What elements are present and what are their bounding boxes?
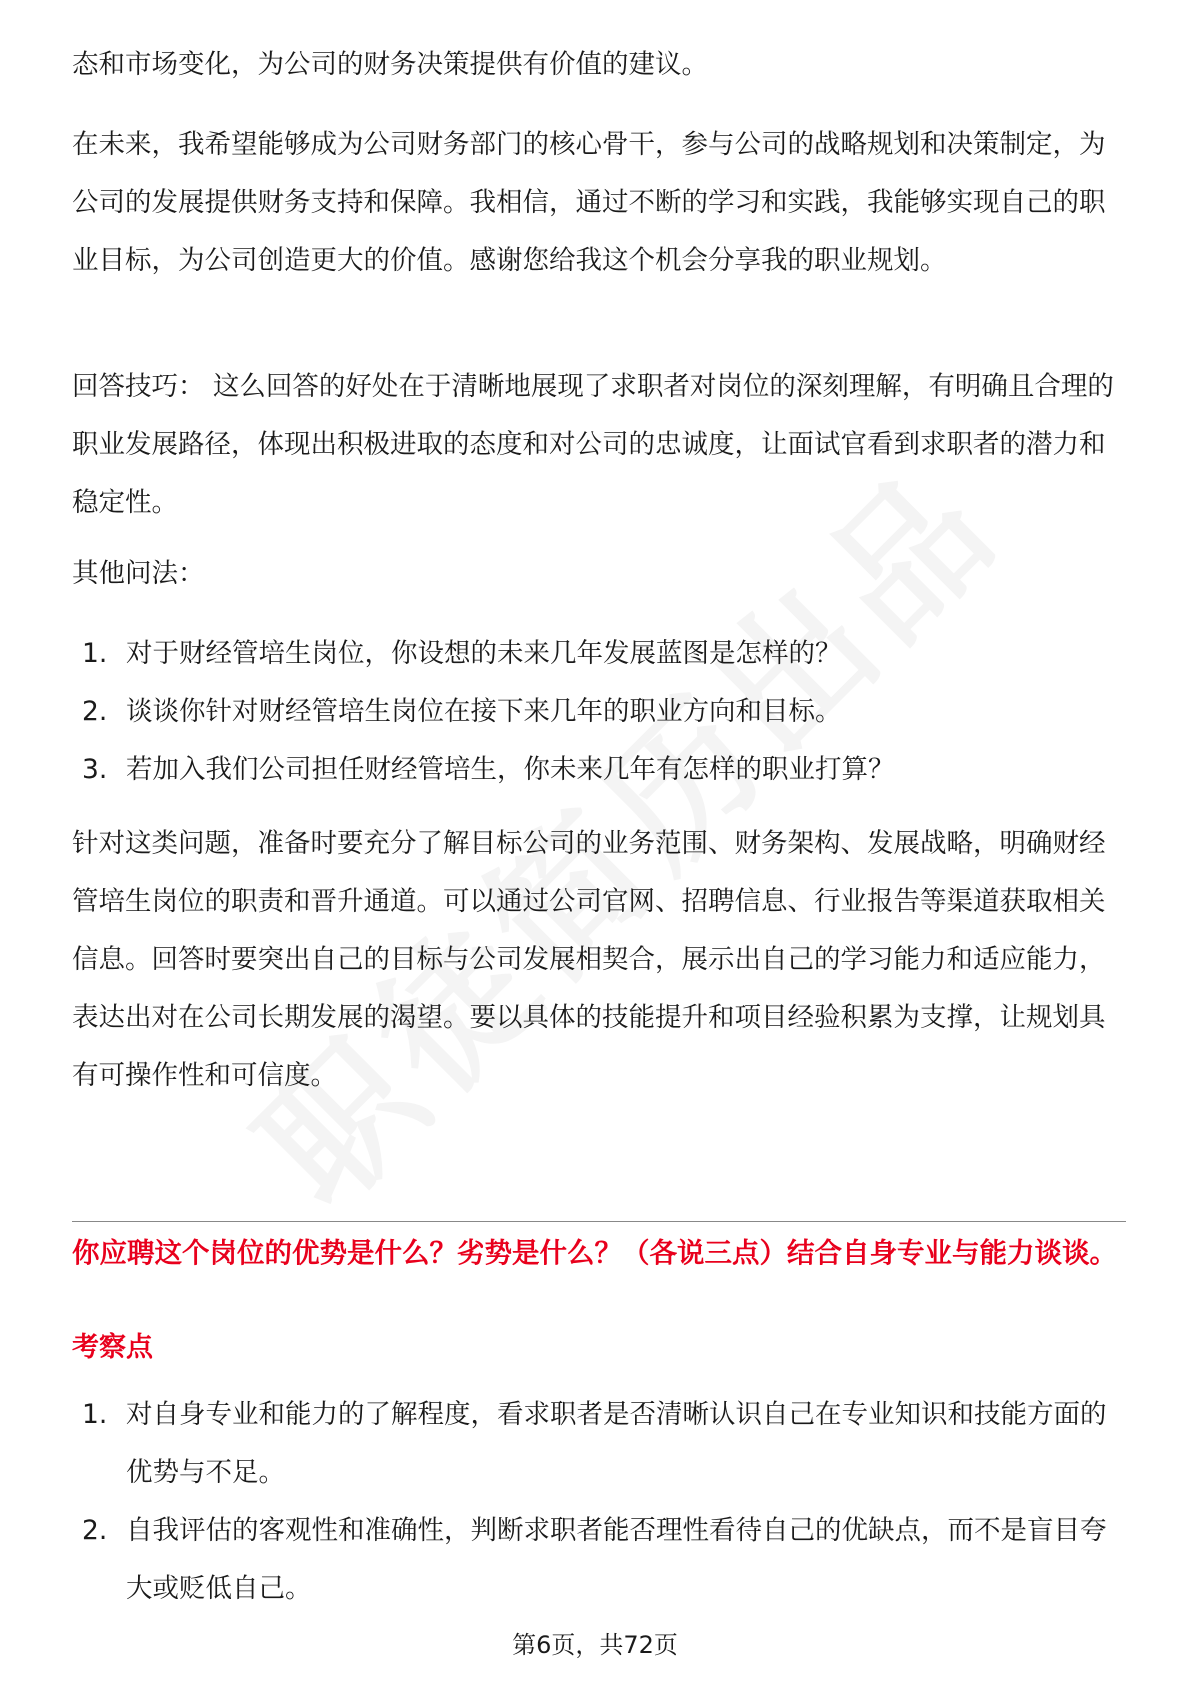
list-item [82, 625, 1112, 683]
list-text: 谈谈你针对财经管培生岗位在接下来几年的职业方向和目标。 [126, 696, 842, 727]
list-text: 对于财经管培生岗位，你设想的未来几年发展蓝图是怎样的？ [126, 638, 842, 669]
paragraph-future: 在未来，我希望能够成为公司财务部门的核心骨干，参与公司的战略规划和决策制定，为公司的发展提供财务支持和保障。我相信，通过不断的学习和实践，我能够实现自己的职业目标，为公司创造更大的价值。感谢您给我这个机会分享我的职业规划。 [72, 129, 1106, 276]
list-number: 1. [82, 1399, 108, 1430]
other-questions-heading: 其他问法： [72, 558, 205, 589]
list-number: 2. [82, 696, 108, 727]
list-number: 3. [82, 754, 108, 785]
section-label-examination-points: 考察点 [72, 1332, 153, 1363]
list-item [82, 683, 1112, 741]
list-number: 1. [82, 638, 108, 669]
list-text: 若加入我们公司担任财经管培生，你未来几年有怎样的职业打算？ [126, 754, 895, 785]
examination-points-list [82, 1386, 1112, 1618]
page-footer: 第6页，共72页 [512, 1631, 678, 1659]
list-item [82, 1502, 1112, 1618]
list-text: 自我评估的客观性和准确性，判断求职者能否理性看待自己的优缺点，而不是盲目夸大或贬低自己。 [126, 1515, 1107, 1604]
other-questions-list [82, 625, 1112, 799]
paragraph-continued: 态和市场变化，为公司的财务决策提供有价值的建议。 [72, 49, 708, 80]
question-title: 你应聘这个岗位的优势是什么？劣势是什么？（各说三点）结合自身专业与能力谈谈。 [72, 1237, 1117, 1269]
list-text: 对自身专业和能力的了解程度，看求职者是否清晰认识自己在专业知识和技能方面的优势与不足。 [126, 1399, 1107, 1488]
section-divider [72, 1221, 1126, 1222]
list-item [82, 1386, 1112, 1502]
list-item [82, 741, 1112, 799]
paragraph-preparation: 针对这类问题，准备时要充分了解目标公司的业务范围、财务架构、发展战略，明确财经管培生岗位的职责和晋升通道。可以通过公司官网、招聘信息、行业报告等渠道获取相关信息。回答时要突出自己的目标与公司发展相契合，展示出自己的学习能力和适应能力，表达出对在公司长期发展的渴望。要以具体的技能提升和项目经验积累为支撑，让规划具有可操作性和可信度。 [72, 828, 1106, 1091]
list-number: 2. [82, 1515, 108, 1546]
paragraph-answer-tips: 回答技巧： 这么回答的好处在于清晰地展现了求职者对岗位的深刻理解，有明确且合理的职业发展路径，体现出积极进取的态度和对公司的忠诚度，让面试官看到求职者的潜力和稳定性。 [72, 371, 1114, 518]
